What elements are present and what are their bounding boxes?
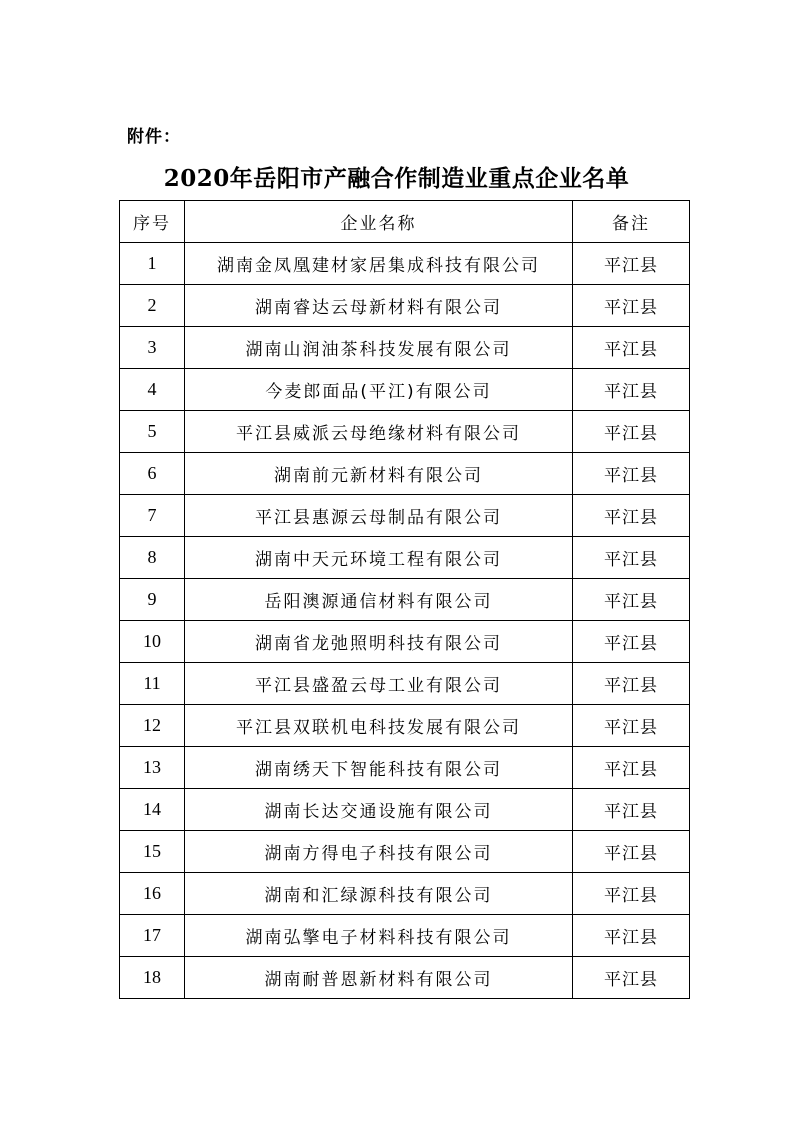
remarks-cell: 平江县	[573, 285, 690, 327]
remarks-cell: 平江县	[573, 915, 690, 957]
serial-number-cell: 14	[120, 789, 185, 831]
serial-number-cell: 15	[120, 831, 185, 873]
serial-number-cell: 9	[120, 579, 185, 621]
remarks-cell: 平江县	[573, 411, 690, 453]
remarks-cell: 平江县	[573, 663, 690, 705]
company-name-cell: 今麦郎面品(平江)有限公司	[185, 369, 573, 411]
table-row	[120, 747, 690, 789]
company-table	[119, 200, 690, 999]
table-row	[120, 453, 690, 495]
table-row	[120, 285, 690, 327]
remarks-cell: 平江县	[573, 957, 690, 999]
company-name-cell: 湖南和汇绿源科技有限公司	[185, 873, 573, 915]
table-header-row	[120, 201, 690, 243]
company-name-cell: 湖南省龙弛照明科技有限公司	[185, 621, 573, 663]
company-name-cell: 湖南长达交通设施有限公司	[185, 789, 573, 831]
table-row	[120, 915, 690, 957]
serial-number-cell: 10	[120, 621, 185, 663]
header-serial-number: 序号	[120, 201, 185, 243]
table-row	[120, 243, 690, 285]
serial-number-cell: 8	[120, 537, 185, 579]
serial-number-cell: 16	[120, 873, 185, 915]
header-company-name: 企业名称	[185, 201, 573, 243]
remarks-cell: 平江县	[573, 831, 690, 873]
table-row	[120, 873, 690, 915]
serial-number-cell: 2	[120, 285, 185, 327]
serial-number-cell: 7	[120, 495, 185, 537]
table-row	[120, 495, 690, 537]
remarks-cell: 平江县	[573, 873, 690, 915]
company-name-cell: 平江县惠源云母制品有限公司	[185, 495, 573, 537]
remarks-cell: 平江县	[573, 621, 690, 663]
table-row	[120, 579, 690, 621]
header-remarks: 备注	[573, 201, 690, 243]
document-title: 2020年岳阳市产融合作制造业重点企业名单	[163, 165, 630, 192]
company-name-cell: 湖南前元新材料有限公司	[185, 453, 573, 495]
remarks-cell: 平江县	[573, 327, 690, 369]
company-name-cell: 湖南弘擎电子材料科技有限公司	[185, 915, 573, 957]
serial-number-cell: 13	[120, 747, 185, 789]
company-name-cell: 岳阳澳源通信材料有限公司	[185, 579, 573, 621]
company-name-cell: 平江县威派云母绝缘材料有限公司	[185, 411, 573, 453]
serial-number-cell: 4	[120, 369, 185, 411]
table-row	[120, 789, 690, 831]
serial-number-cell: 12	[120, 705, 185, 747]
company-name-cell: 平江县盛盈云母工业有限公司	[185, 663, 573, 705]
remarks-cell: 平江县	[573, 579, 690, 621]
serial-number-cell: 17	[120, 915, 185, 957]
table-row	[120, 621, 690, 663]
table-row	[120, 831, 690, 873]
remarks-cell: 平江县	[573, 747, 690, 789]
serial-number-cell: 1	[120, 243, 185, 285]
remarks-cell: 平江县	[573, 537, 690, 579]
serial-number-cell: 5	[120, 411, 185, 453]
serial-number-cell: 6	[120, 453, 185, 495]
company-name-cell: 平江县双联机电科技发展有限公司	[185, 705, 573, 747]
attachment-label: 附件：	[127, 127, 181, 147]
remarks-cell: 平江县	[573, 789, 690, 831]
company-name-cell: 湖南方得电子科技有限公司	[185, 831, 573, 873]
remarks-cell: 平江县	[573, 705, 690, 747]
table-row	[120, 705, 690, 747]
table-row	[120, 663, 690, 705]
remarks-cell: 平江县	[573, 369, 690, 411]
table-row	[120, 957, 690, 999]
table-row	[120, 369, 690, 411]
company-name-cell: 湖南绣天下智能科技有限公司	[185, 747, 573, 789]
company-name-cell: 湖南耐普恩新材料有限公司	[185, 957, 573, 999]
remarks-cell: 平江县	[573, 495, 690, 537]
table-row	[120, 537, 690, 579]
table-row	[120, 411, 690, 453]
company-name-cell: 湖南金凤凰建材家居集成科技有限公司	[185, 243, 573, 285]
table-row	[120, 327, 690, 369]
company-name-cell: 湖南中天元环境工程有限公司	[185, 537, 573, 579]
serial-number-cell: 3	[120, 327, 185, 369]
serial-number-cell: 11	[120, 663, 185, 705]
company-name-cell: 湖南睿达云母新材料有限公司	[185, 285, 573, 327]
company-name-cell: 湖南山润油茶科技发展有限公司	[185, 327, 573, 369]
remarks-cell: 平江县	[573, 243, 690, 285]
remarks-cell: 平江县	[573, 453, 690, 495]
serial-number-cell: 18	[120, 957, 185, 999]
